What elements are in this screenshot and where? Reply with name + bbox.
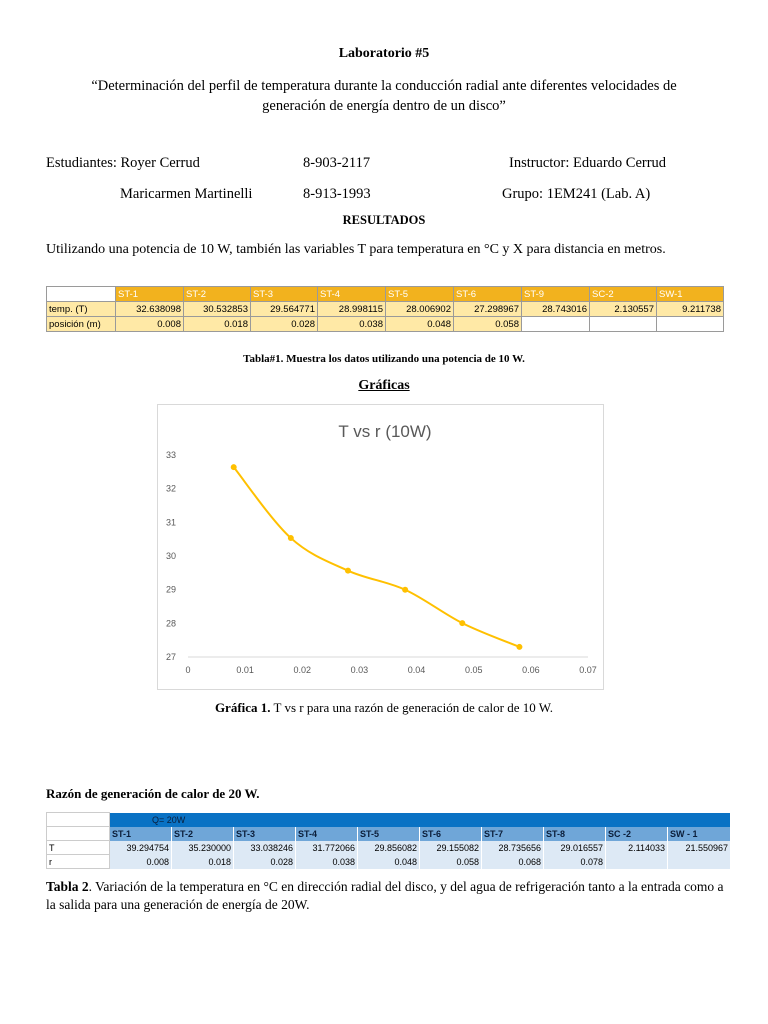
table-cell: 0.058: [420, 855, 482, 869]
x-tick-label: 0.01: [236, 665, 254, 675]
table-header-cell: ST-1: [116, 287, 184, 302]
data-point: [345, 568, 351, 574]
table-2-caption-text: . Variación de la temperatura en °C en dirección radial del disco, y del agua de refrigeración tanto a la entrada como a la salida para una generación de energía de 20W.: [46, 879, 724, 912]
x-tick-label: 0.05: [464, 665, 483, 675]
section-20w-heading: Razón de generación de calor de 20 W.: [46, 786, 260, 801]
table-header-cell: ST-9: [522, 287, 590, 302]
graphs-heading: Gráficas: [358, 378, 410, 393]
lab-subtitle: [0, 76, 768, 116]
table-cell: 35.230000: [172, 841, 234, 855]
lab-title: Laboratorio #5: [338, 46, 430, 61]
table-cell: 28.743016: [522, 302, 590, 317]
series-line: [234, 467, 520, 647]
table-header-cell: ST-4: [318, 287, 386, 302]
table-cell: 39.294754: [110, 841, 172, 855]
student-1-id: 8-903-2117: [303, 155, 371, 171]
chart-container: [157, 404, 604, 690]
table-cell: 21.550967: [668, 841, 731, 855]
data-point: [516, 644, 522, 650]
table-cell: 2.130557: [590, 302, 657, 317]
table-cell: 0.038: [296, 855, 358, 869]
row-label-r: r: [47, 855, 110, 869]
table-2-caption: [46, 878, 726, 914]
y-tick-label: 30: [165, 551, 176, 561]
table-cell: 0.058: [454, 317, 522, 332]
table-cell: [657, 317, 724, 332]
table-cell: 29.016557: [544, 841, 606, 855]
table-top-row: [47, 813, 731, 827]
table-row: [47, 855, 731, 869]
x-tick-label: 0.04: [407, 665, 426, 675]
x-tick-label: 0.07: [579, 665, 597, 675]
students-label-line: [46, 155, 200, 172]
student-2-name: Maricarmen Martinelli: [120, 186, 253, 202]
y-tick-label: 28: [165, 618, 176, 629]
table-cell: 28.998115: [318, 302, 386, 317]
intro-paragraph: Utilizando una potencia de 10 W, también las variables T para temperatura en °C y X para distancia en metros.: [46, 242, 666, 257]
table-header-cell: ST-4: [296, 827, 358, 841]
table-header-cell: ST-6: [420, 827, 482, 841]
x-axis: [185, 665, 596, 675]
table-row: [47, 302, 724, 317]
table-corner-cell: [47, 827, 110, 841]
data-point: [288, 535, 294, 541]
students-label: Estudiantes:: [46, 155, 117, 171]
x-tick-label: 0.02: [293, 665, 312, 675]
table-header-cell: ST-3: [234, 827, 296, 841]
results-heading: RESULTADOS: [342, 213, 426, 227]
row-label-temp: temp. (T): [47, 302, 116, 317]
table-cell: 0.008: [110, 855, 172, 869]
table-cell: 28.006902: [386, 302, 454, 317]
table-2-caption-bold: Tabla 2: [46, 879, 89, 894]
y-tick-label: 33: [165, 450, 176, 460]
table-cell: [590, 317, 657, 332]
chart-caption: [0, 700, 768, 716]
table-cell: 29.155082: [420, 841, 482, 855]
student-2-id: 8-913-1993: [303, 186, 371, 202]
table-cell: 0.028: [251, 317, 318, 332]
table-header-cell: ST-3: [251, 287, 318, 302]
y-tick-label: 29: [165, 584, 176, 595]
table-cell: 32.638098: [116, 302, 184, 317]
table-cell: 0.028: [234, 855, 296, 869]
x-tick-label: 0.06: [522, 665, 540, 675]
subtitle-line-1: “Determinación del perfil de temperatura durante la conducción radial ante diferentes velocidades de: [91, 78, 677, 94]
data-point: [402, 587, 408, 593]
table-cell: 0.068: [482, 855, 544, 869]
x-tick-label: 0: [185, 665, 191, 675]
group: Grupo: 1EM241 (Lab. A): [502, 186, 651, 202]
table-cell: [668, 855, 731, 869]
chart-caption-text: T vs r para una razón de generación de calor de 10 W.: [270, 700, 554, 715]
table-cell: 29.564771: [251, 302, 318, 317]
table-cell: 29.856082: [358, 841, 420, 855]
table-10w: [46, 286, 724, 332]
table-cell: 33.038246: [234, 841, 296, 855]
table-header-row: [47, 827, 731, 841]
table-1-caption: Tabla#1. Muestra los datos utilizando una potencia de 10 W.: [243, 353, 525, 365]
table-header-row: [47, 287, 724, 302]
table-header-cell: ST-2: [184, 287, 251, 302]
q-label: Q= 20W: [152, 814, 186, 825]
table-header-cell: SC-2: [590, 287, 657, 302]
table-header-cell: ST-8: [544, 827, 606, 841]
table-header-cell: ST-7: [482, 827, 544, 841]
row-label-position: posición (m): [47, 317, 116, 332]
table-cell: 0.018: [172, 855, 234, 869]
data-point: [459, 620, 465, 626]
table-cell: [606, 855, 668, 869]
y-tick-label: 31: [165, 517, 176, 528]
table-top-label: [110, 813, 731, 827]
table-corner-cell: [47, 287, 116, 302]
table-cell: 0.018: [184, 317, 251, 332]
temperature-chart: [158, 405, 603, 689]
student-1-name: Royer Cerrud: [120, 155, 200, 171]
table-cell: 9.211738: [657, 302, 724, 317]
table-cell: 30.532853: [184, 302, 251, 317]
y-tick-label: 27: [165, 652, 176, 662]
table-row: [47, 841, 731, 855]
data-point: [231, 464, 237, 470]
table-row: [47, 317, 724, 332]
table-header-cell: ST-5: [358, 827, 420, 841]
x-tick-label: 0.03: [350, 665, 369, 675]
table-cell: 0.048: [386, 317, 454, 332]
table-header-cell: ST-1: [110, 827, 172, 841]
subtitle-line-2: generación de energía dentro de un disco”: [262, 98, 506, 114]
chart-caption-bold: Gráfica 1.: [214, 700, 271, 715]
table-cell: 2.114033: [606, 841, 668, 855]
y-tick-label: 32: [165, 483, 176, 494]
table-cell: [522, 317, 590, 332]
table-header-cell: SW-1: [657, 287, 724, 302]
table-header-cell: SW - 1: [668, 827, 731, 841]
chart-title: T vs r (10W): [338, 422, 432, 441]
table-header-cell: ST-5: [386, 287, 454, 302]
table-cell: 27.298967: [454, 302, 522, 317]
table-cell: 0.078: [544, 855, 606, 869]
table-corner-cell: [47, 813, 110, 827]
row-label-t: T: [47, 841, 110, 855]
table-cell: 0.008: [116, 317, 184, 332]
instructor: Instructor: Eduardo Cerrud: [509, 155, 667, 171]
table-cell: 0.038: [318, 317, 386, 332]
series-points: [231, 464, 523, 650]
table-header-cell: ST-2: [172, 827, 234, 841]
table-20w: [46, 812, 731, 869]
table-header-cell: ST-6: [454, 287, 522, 302]
table-cell: 0.048: [358, 855, 420, 869]
table-header-cell: SC -2: [606, 827, 668, 841]
y-axis: [166, 450, 176, 662]
table-cell: 31.772066: [296, 841, 358, 855]
table-cell: 28.735656: [482, 841, 544, 855]
